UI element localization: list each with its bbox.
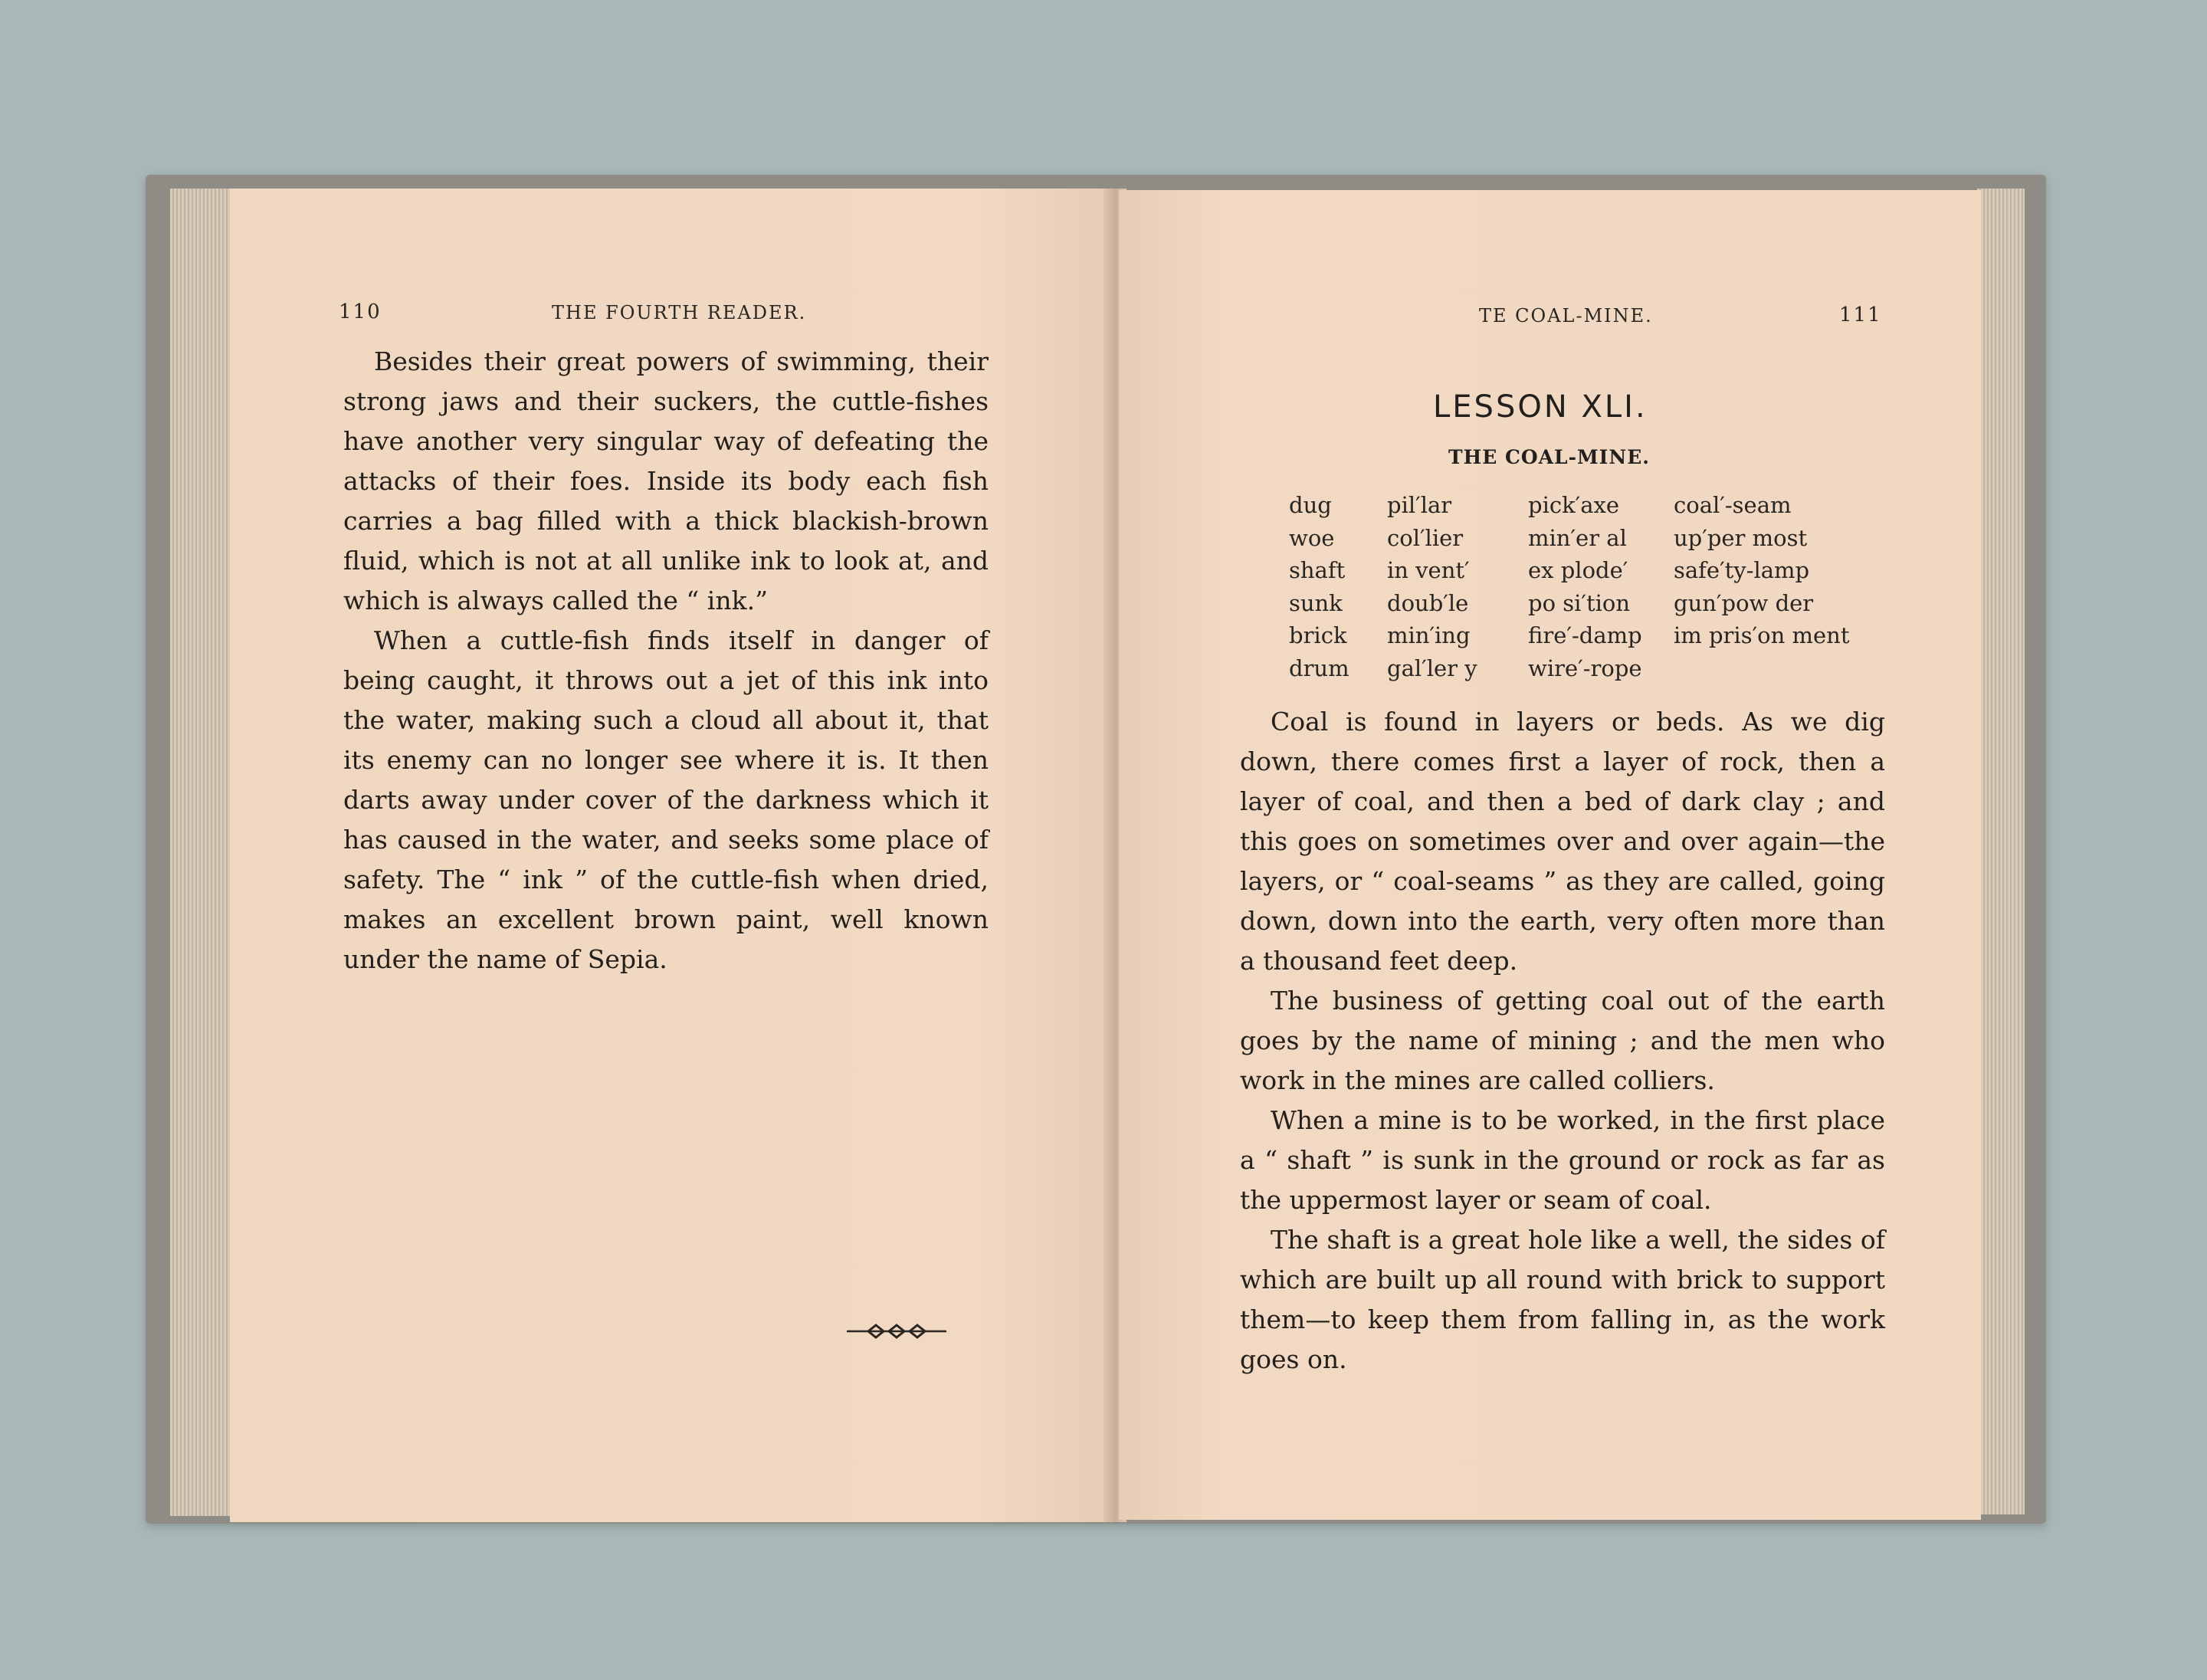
left-page bbox=[230, 189, 1111, 1522]
page-number-right: 111 bbox=[1839, 304, 1882, 326]
vocab-word: dug bbox=[1289, 492, 1332, 518]
vocab-word: wire′-rope bbox=[1528, 655, 1642, 681]
vocab-word: brick bbox=[1289, 622, 1347, 648]
vocab-word: up′per most bbox=[1674, 524, 1808, 551]
vocab-word: ex plode′ bbox=[1528, 557, 1628, 583]
right-page-edges bbox=[1977, 189, 2025, 1514]
vocab-word: shaft bbox=[1289, 557, 1346, 583]
page-number-left: 110 bbox=[339, 300, 382, 323]
paragraph: The shaft is a great hole like a well, the sides of which are built up all round with brick to support them—to keep them from falling in, as the work goes on. bbox=[1240, 1225, 1885, 1374]
right-page bbox=[1119, 190, 1981, 1520]
vocab-word: min′ing bbox=[1387, 622, 1471, 648]
running-head-right: TE COAL-MINE. bbox=[1479, 305, 1653, 326]
vocab-word: pick′axe bbox=[1528, 492, 1620, 518]
ornament-divider-icon bbox=[847, 1320, 946, 1343]
vocab-word: in vent′ bbox=[1387, 557, 1470, 583]
vocab-word: gun′pow der bbox=[1674, 589, 1814, 616]
left-page-edges bbox=[170, 189, 231, 1516]
vocab-word: coal′-seam bbox=[1674, 492, 1792, 518]
vocab-word: pil′lar bbox=[1387, 492, 1452, 518]
paragraph: When a cuttle-fish finds itself in danger of being caught, it throws out a jet of this ink into the water, making such a cloud all about it, that its enemy can no longer see where it is. It then darts away under cover of the darkness which it has caused in the water, and seeks some place of safety. The “ ink ” of the cuttle-fish when dried, makes an excellent brown paint, well known under the name of Sepia. bbox=[343, 625, 989, 974]
vocabulary-list bbox=[1289, 489, 1850, 688]
paragraph: Coal is found in layers or beds. As we dig down, there comes first a layer of rock, then a layer of coal, and then a bed of dark clay ; and this goes on sometimes over and over again—the layers, or “ coal-seams ” as they are called, going down, down into the earth, very often more than a thousand feet deep. bbox=[1240, 707, 1885, 976]
vocab-word: col′lier bbox=[1387, 524, 1464, 551]
left-body-text bbox=[343, 342, 989, 979]
paragraph: When a mine is to be worked, in the first place a “ shaft ” is sunk in the ground or rock as far as the uppermost layer or seam of coal. bbox=[1240, 1105, 1885, 1215]
vocab-word: im pris′on ment bbox=[1674, 622, 1850, 648]
right-body-text bbox=[1240, 702, 1885, 1380]
vocab-word: min′er al bbox=[1528, 524, 1627, 551]
lesson-title: LESSON XLI. bbox=[1433, 389, 1648, 425]
vocab-word: sunk bbox=[1289, 589, 1343, 616]
paragraph: The business of getting coal out of the earth goes by the name of mining ; and the men who work in the mines are called colliers. bbox=[1240, 986, 1885, 1095]
vocab-column-2 bbox=[1387, 489, 1477, 684]
vocab-word: doub′le bbox=[1387, 589, 1469, 616]
paragraph: Besides their great powers of swimming, their strong jaws and their suckers, the cuttle-fishes have another very singular way of defeating the attacks of their foes. Inside its body each fish carries a bag filled with a thick blackish-brown fluid, which is not at all unlike ink to look at, and which is always called the “ ink.” bbox=[343, 346, 989, 615]
lesson-subtitle: THE COAL-MINE. bbox=[1448, 446, 1650, 468]
running-head-left: THE FOURTH READER. bbox=[552, 302, 807, 323]
vocab-column-3 bbox=[1528, 489, 1642, 684]
vocab-word: gal′ler y bbox=[1387, 655, 1477, 681]
vocab-word: po si′tion bbox=[1528, 589, 1631, 616]
vocab-column-1 bbox=[1289, 489, 1349, 684]
vocab-word: safe′ty-lamp bbox=[1674, 557, 1810, 583]
vocab-word: drum bbox=[1289, 655, 1349, 681]
vocab-word: woe bbox=[1289, 524, 1335, 551]
vocab-column-4 bbox=[1674, 489, 1850, 652]
vocab-word: fire′-damp bbox=[1528, 622, 1642, 648]
